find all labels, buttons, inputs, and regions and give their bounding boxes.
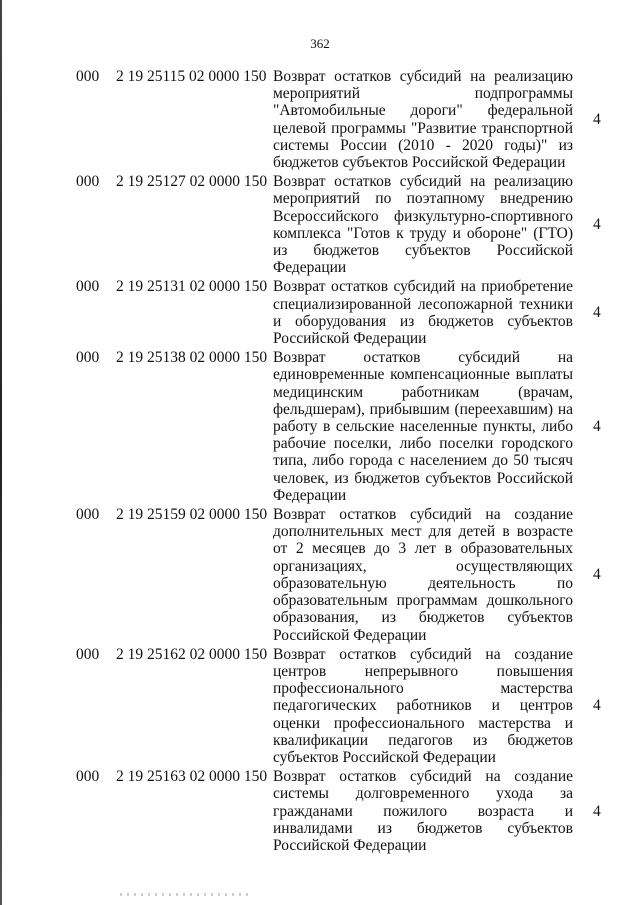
budget-code: 2 19 25163 02 0000 150	[116, 768, 268, 786]
table-row	[0, 646, 640, 766]
row-description: Возврат остатков субсидий на реализацию мероприятий по поэтапному внедрению Всероссийского физкультурно-спортивного комплекса "Готов к труду и обороне" (ГТО) из бюджетов субъектов Российской Федерации	[273, 173, 573, 277]
page-number: 362	[310, 36, 330, 51]
admin-code: 000	[76, 68, 100, 85]
table-row	[0, 173, 640, 276]
admin-code: 000	[76, 768, 100, 786]
admin-code: 000	[76, 173, 100, 191]
table-row	[0, 506, 640, 644]
admin-code: 000	[76, 349, 100, 367]
row-description: Возврат остатков субсидий на реализацию мероприятий подпрограммы "Автомобильные дороги" федеральной целевой программы "Развитие транспортной системы России (2010 - 2020 годы)" из бюджетов субъектов Российской Федерации	[273, 68, 573, 172]
norm-percent: 4	[593, 802, 601, 820]
table-row	[0, 768, 640, 854]
table-row	[0, 68, 640, 171]
row-description: Возврат остатков субсидий на приобретение специализированной лесопожарной техники и оборудования из бюджетов субъектов Российской Федерации	[273, 278, 573, 348]
budget-code: 2 19 25131 02 0000 150	[116, 278, 268, 296]
row-description: Возврат остатков субсидий на создание дополнительных мест для детей в возрасте от 2 месяцев до 3 лет в образовательных организациях, осуществляющих образовательную деятельность по образовательным программам дошкольного образования, из бюджетов субъектов Российской Федерации	[273, 506, 573, 644]
admin-code: 000	[76, 506, 100, 524]
budget-code: 2 19 25138 02 0000 150	[116, 349, 268, 367]
classification-table	[0, 68, 640, 856]
norm-percent: 4	[593, 304, 601, 322]
budget-code: 2 19 25127 02 0000 150	[116, 173, 268, 191]
table-row	[0, 349, 640, 504]
row-description: Возврат остатков субсидий на создание центров непрерывного повышения профессионального мастерства педагогических работников и центров оценки профессионального мастерства и квалификации педагогов из бюджетов субъектов Российской Федерации	[273, 645, 573, 766]
table-row	[0, 278, 640, 347]
budget-code: 2 19 25159 02 0000 150	[116, 506, 268, 524]
scan-artifact	[120, 893, 250, 896]
norm-percent: 4	[593, 111, 601, 128]
row-description: Возврат остатков субсидий на создание системы долговременного ухода за гражданами пожилого возраста и инвалидами из бюджетов субъектов Российской Федерации	[273, 768, 573, 854]
norm-percent: 4	[593, 566, 601, 584]
budget-code: 2 19 25162 02 0000 150	[116, 645, 268, 663]
admin-code: 000	[76, 278, 100, 296]
row-description: Возврат остатков субсидий на единовременные компенсационные выплаты медицинским работникам (врачам, фельдшерам), прибывшим (переехавшим) на работу в сельские населенные пункты, либо рабочие поселки, либо поселки городского типа, либо города с населением до 50 тысяч человек, из бюджетов субъектов Российской Федерации	[273, 349, 573, 504]
admin-code: 000	[76, 645, 100, 663]
norm-percent: 4	[593, 216, 601, 234]
budget-code: 2 19 25115 02 0000 150	[116, 68, 267, 85]
norm-percent: 4	[593, 418, 601, 436]
norm-percent: 4	[593, 697, 601, 715]
